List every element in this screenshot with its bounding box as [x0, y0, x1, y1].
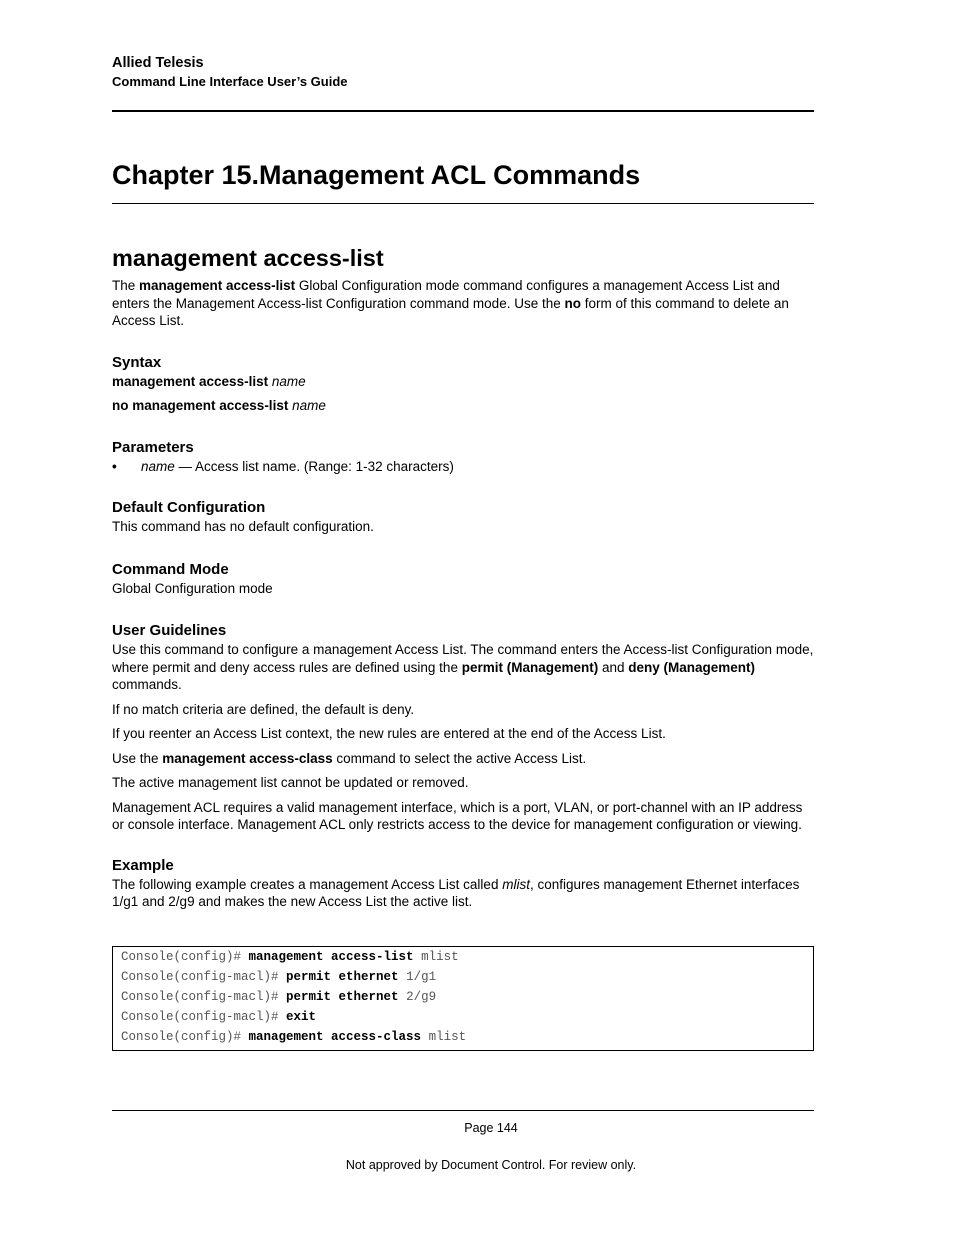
guidelines-paragraph-3: If you reenter an Access List context, the new rules are entered at the end of the Access List.: [112, 726, 666, 741]
command-mode-heading: Command Mode: [112, 560, 229, 578]
header-rule: [112, 110, 814, 112]
guidelines-paragraph-5: The active management list cannot be updated or removed.: [112, 775, 469, 790]
content-body: [112, 277, 814, 911]
intro-paragraph: The management access-list Global Configuration mode command configures a management Access List and enters the Management Access-list Configuration command mode. Use the no form of this command to delete an Access List.: [112, 278, 789, 328]
default-config-heading: Default Configuration: [112, 499, 266, 516]
parameter-item: • name — Access list name. (Range: 1-32 characters): [112, 458, 454, 474]
command-mode-text: Global Configuration mode: [112, 580, 273, 596]
footer-note: Not approved by Document Control. For review only.: [345, 1158, 637, 1172]
page-number: Page 144: [464, 1121, 518, 1135]
syntax-line-1: management access-list name: [112, 373, 306, 389]
example-paragraph: The following example creates a management Access List called mlist, configures management Ethernet interfaces 1/g1 and 2/g9 and makes the new Access List the active list.: [112, 876, 800, 909]
chapter-title: Chapter 15.Management ACL Commands: [112, 160, 641, 190]
code-line: Console(config-macl)# permit ethernet 2/g9: [121, 990, 437, 1004]
command-title: management access-list: [112, 245, 384, 271]
header-company: Allied Telesis: [112, 55, 204, 71]
chapter-rule: [112, 203, 814, 204]
parameters-heading: Parameters: [112, 438, 194, 456]
syntax-line-2: no management access-list name: [112, 398, 326, 413]
footer-rule: [112, 1110, 814, 1111]
default-config-text: This command has no default configuration.: [112, 519, 374, 534]
code-line: Console(config)# management access-class mlist: [121, 1030, 467, 1044]
example-heading: Example: [112, 856, 174, 874]
user-guidelines-heading: User Guidelines: [112, 622, 227, 639]
guidelines-paragraph-2: If no match criteria are defined, the default is deny.: [112, 701, 415, 717]
syntax-heading: Syntax: [112, 353, 162, 371]
code-line: Console(config-macl)# exit: [121, 1010, 317, 1024]
code-line: Console(config-macl)# permit ethernet 1/g1: [121, 970, 437, 984]
header-guide-title: Command Line Interface User’s Guide: [112, 74, 348, 89]
guidelines-paragraph-6: Management ACL requires a valid management interface, which is a port, VLAN, or port-channel with an IP address or console interface. Management ACL only restricts access to the device for management configuration or viewing.: [112, 799, 803, 832]
code-example-box: [112, 946, 814, 1051]
guidelines-paragraph-1: Use this command to configure a management Access List. The command enters the Access-list Configuration mode, where permit and deny access rules are defined using the permit (Management) and deny (Management) commands.: [112, 642, 814, 692]
guidelines-paragraph-4: Use the management access-class command to select the active Access List.: [112, 750, 587, 766]
code-line: Console(config)# management access-list mlist: [121, 950, 459, 964]
